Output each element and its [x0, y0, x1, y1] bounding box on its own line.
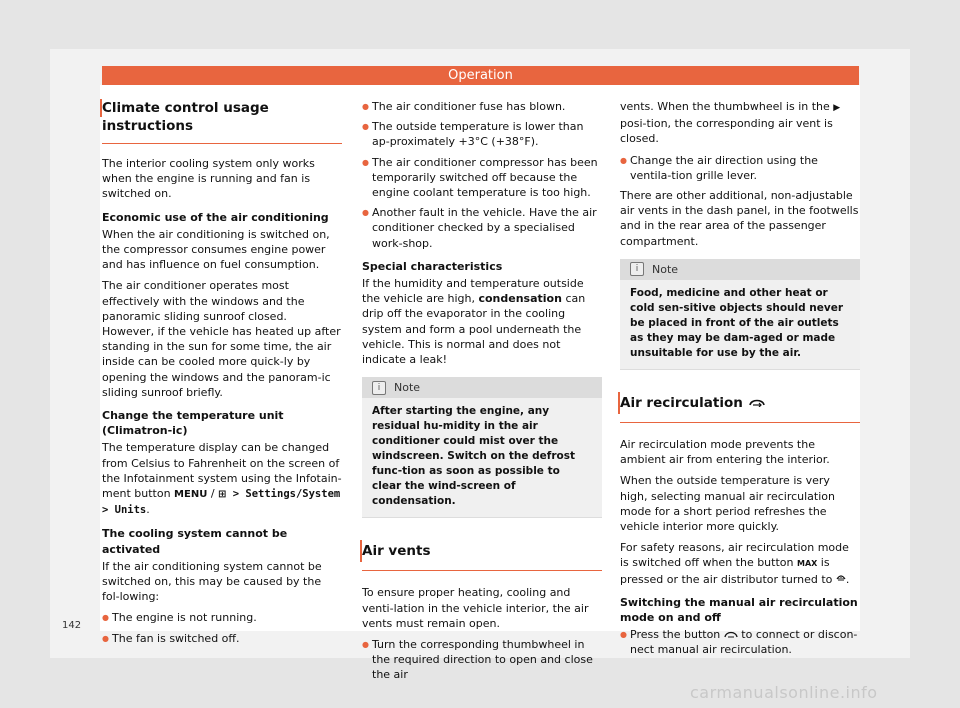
paragraph-vents: To ensure proper heating, cooling and venti-lation in the vehicle interior, the air vents must remain open. [362, 586, 589, 630]
text-span: can drip off the evaporator in the cooling system and form a pool underneath the vehicle. This is normal and does not indicate a leak! [362, 292, 586, 367]
text-span: . [845, 572, 850, 586]
recirculation-icon [748, 397, 766, 407]
paragraph-temperature [102, 440, 342, 518]
note-text: After starting the engine, any residual hu-midity in the air conditioner could mist over the windscreen. Switch on the defrost func-tion as soon as possible to clear the wind-screen of condensation. [372, 405, 576, 508]
paragraph-special [362, 276, 602, 367]
max-defrost-icon: MAX [796, 559, 818, 569]
column-right [620, 85, 860, 663]
bullet-item: ● The air conditioner fuse has blown. [362, 99, 602, 114]
text-span: to connect or discon-nect manual air recirculation. [630, 628, 858, 657]
heading-air-vents: Air vents [362, 536, 602, 571]
bold-term: condensation [478, 292, 562, 306]
column-middle [362, 85, 602, 688]
text-span: The temperature display can be changed from Celsius to Fahrenheit on the screen of the Infotainment system using the Infotain-ment button [102, 441, 342, 501]
paragraph-intro: The interior cooling system only works when the engine is running and fan is switched on. [102, 157, 315, 201]
text-span: If the humidity and temperature outside the vehicle are high, [362, 277, 584, 306]
paragraph-cannot-activate: If the air conditioning system cannot be switched on, this may be caused by the fol-lowing: [102, 559, 322, 604]
note-label: Note [394, 381, 421, 395]
subheading-economic: Economic use of the air conditioning [102, 210, 329, 224]
heading-text: Air recirculation [620, 395, 743, 412]
note-label: Note [652, 262, 679, 276]
note-box [362, 377, 602, 518]
heading-climate-control: Climate control usage instructions [102, 99, 342, 144]
subheading-special: Special characteristics [362, 259, 503, 273]
note-text: Food, medicine and other heat or cold sen-sitive objects should never be placed in front of the air outlets as they may be dam-aged or made unsuitable for use by the air. [630, 287, 844, 360]
bullet-item: ● The outside temperature is lower than ap-proximately +3°C (+38°F). [362, 119, 602, 149]
settings-path: > Settings/System > Units [102, 488, 341, 517]
bullet-item: ● Turn the corresponding thumbwheel in the required direction to open and close the air [362, 637, 602, 683]
note-header [362, 377, 602, 398]
menu-icon: MENU [174, 489, 208, 501]
bullet-item: ● The air conditioner compressor has been temporarily switched off because the engine coolant temperature is too high. [362, 155, 602, 201]
subheading-temperature-unit: Change the temperature unit (Climatron-ic) [102, 409, 284, 438]
bullet-item: ● Another fault in the vehicle. Have the air conditioner checked by a specialised work-shop. [362, 205, 602, 251]
paragraph-economic-1: When the air conditioning is switched on, the compressor consumes engine power and has influence on fuel consumption. [102, 227, 330, 272]
recirculation-icon [724, 630, 738, 638]
bullet-item: ● The engine is not running. [102, 610, 342, 625]
column-left [102, 85, 342, 651]
subheading-cannot-activate: The cooling system cannot be activated [102, 527, 288, 556]
watermark: carmanualsonline.info [690, 683, 878, 702]
text-span: posi-tion, the corresponding air vent is closed. [620, 117, 833, 146]
text-span: Press the button [630, 628, 724, 642]
paragraph-economic-2: The air conditioner operates most effectively with the windows and the panoramic sliding sunroof closed. However, if the vehicle has heated up after standing in the sun for some time, the air inside can be cooled more quick-ly by opening the windows and the panoram-ic sliding sunroof briefly. [102, 279, 341, 399]
note-box [620, 259, 860, 370]
paragraph-recirc-1: Air recirculation mode prevents the ambient air from entering the interior. [620, 438, 830, 467]
page-number: 142 [62, 620, 82, 631]
heading-air-recirculation [620, 388, 860, 423]
text-span: / [207, 487, 219, 501]
subheading-switch-recirc: Switching the manual air recirculation mode on and off [620, 595, 858, 625]
defrost-icon [836, 573, 846, 583]
text-span: vents. When the thumbwheel is in the [620, 100, 834, 113]
text-span: is pressed or the air distributor turned to [620, 556, 836, 586]
paragraph-vents-cont [620, 99, 860, 147]
note-header [620, 259, 860, 280]
section-header: Operation [102, 66, 859, 85]
info-icon: i [630, 262, 644, 276]
bullet-item: ● The fan is switched off. [102, 631, 342, 646]
thumbwheel-arrow-icon: ▶ [833, 103, 841, 113]
grid-icon: ⊞ [218, 489, 227, 501]
paragraph-recirc-2: When the outside temperature is very high, selecting manual air recirculation mode for a short period refreshes the vehicle interior more quickly. [620, 474, 835, 534]
text-span: For safety reasons, air recirculation mode is switched off when the button [620, 541, 849, 570]
bullet-item: ● Change the air direction using the ventila-tion grille lever. [620, 153, 860, 183]
text-span: . [146, 503, 150, 517]
bullet-item [620, 627, 860, 657]
paragraph-recirc-3 [620, 540, 860, 587]
info-icon: i [372, 381, 386, 395]
document-body [100, 85, 860, 682]
paragraph-other-vents: There are other additional, non-adjustable air vents in the dash panel, in the footwells and in the rear area of the passenger compartment. [620, 189, 859, 248]
